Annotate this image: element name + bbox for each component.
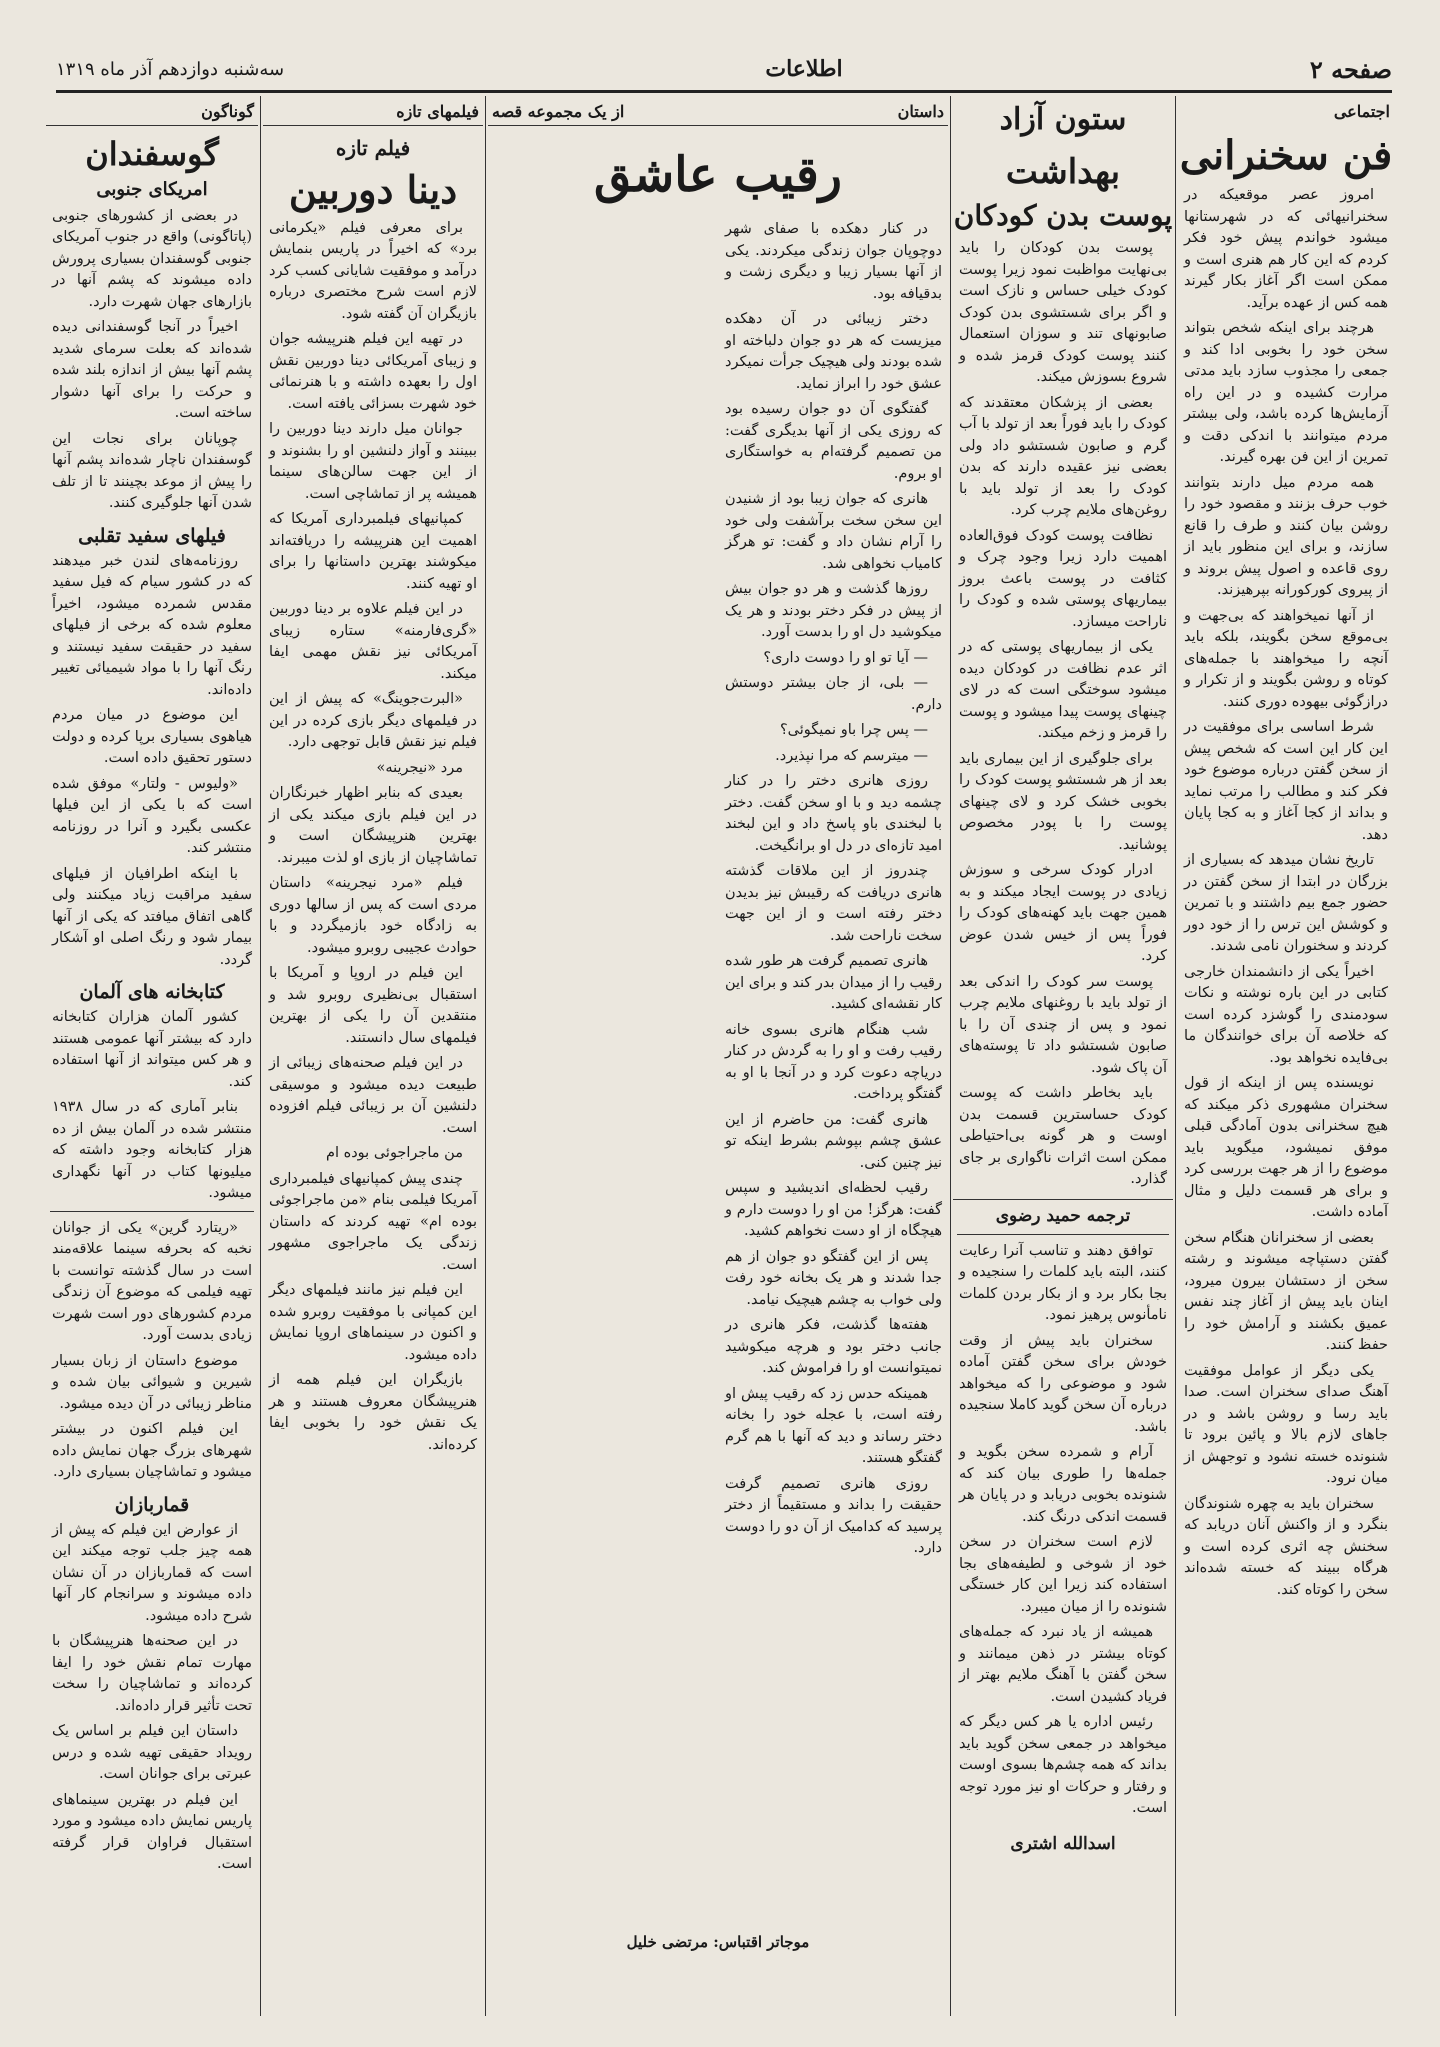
article-body [953,238,1173,1191]
paragraph: این فیلم در بهترین سینماهای پاریس نمایش داده میشود و مورد استقبال فراوان قرار گرفته است. [52,1791,252,1873]
article-headline: گوسفندان [85,135,219,173]
column-misc [46,100,258,2030]
paragraph: بعیدی که بنابر اظهار خبرنگاران در این فیلم بازی میکند یکی از بهترین هنرپیشگان است و تماشاچیان از بازی او لذت میبرند. [269,785,477,866]
paragraph: هرچند برای اینکه شخص بتواند سخن خود را بخوبی ادا کند و جمعی را مجذوب سازد باید مدتی مرارت کشیده و در این راه آزمایش‌ها کرده باشد، ولی بیشتر مردم میتوانند با اندکی دقت و تمرین از این فن بهره گیرند. [1184,320,1388,465]
paragraph: شرط اساسی برای موفقیت در این کار این است که شخص پیش از سخن گفتن درباره موضوع خود فکر کند و مطالب را مرتب نماید و بداند از کجا آغاز و به کجا پایان دهد. [1184,719,1388,843]
paragraph: برای معرفی فیلم «یکرمانی برد» که اخیراً در پاریس بنمایش درآمد و موفقیت شایانی کسب کرد لازم است شرح مختصری درباره بازیگران آن گفته شود. [269,219,477,322]
article-subheadline: امریکای جنوبی [96,178,208,200]
section-kicker: گوناگون [201,102,254,121]
article-body-film-news [46,1218,258,1484]
paragraph: پوست سر کودک را اندکی بعد از تولد باید با روغنهای ملایم چرب نمود و پس از چندی آن را با صابون شستشو داد تا پوسته‌های آن پاک شود. [959,973,1167,1076]
paragraph: کشور آلمان هزاران کتابخانه دارد که بیشتر آنها عمومی هستند و هر کس میتواند از آنها استفاده کند. [52,1009,252,1090]
paragraph: در بعضی از کشورهای جنوبی (پاتاگونی) واقع در جنوب آمریکای جنوبی گوسفندان بسیاری پرورش داده میشوند که پشم آنها در بازارهای جهان شهرت دارد. [52,207,252,310]
paragraph: بعضی از پزشکان معتقدند که کودک را باید فوراً بعد از تولد با آب گرم و صابون شستشو داد ولی بعضی نیز عقیده دارند که بدن کودک را بعد از تولد باید با روغن‌های ملایم چرب کرد. [959,394,1167,519]
paragraph: گفتگوی آن دو جوان رسیده بود که روزی یکی از آنها بدیگری گفت: من تصمیم گرفته‌ام به خواستگاری او بروم. [725,401,942,482]
paragraph: من ماجراجوئی بوده ام [326,1145,463,1162]
article-headline: دینا دوربین [288,167,458,212]
article-body-german-libraries [46,1007,258,1205]
paragraph: این فیلم در اروپا و آمریکا با استقبال بی‌نظیری روبرو شد و منتقدین آن را یکی از بهترین فیلمهای سال دانستند. [269,965,477,1046]
article-body-white-elephants [46,551,258,972]
paragraph: در تهیه این فیلم هنرپیشه جوان و زیبای آمریکائی دینا دوربین نقش اول را بعهده داشته و با هنرنمائی خود شهرت بسزائی یافته است. [269,331,477,412]
section-kicker: فیلمهای تازه [396,102,479,121]
paragraph: چوپانان برای نجات این گوسفندان ناچار شده‌اند پشم آنها را پیش از موعد بچینند تا از تلف شدن آنها جلوگیری کنند. [52,430,252,512]
paragraph: همینکه حدس زد که رقیب پیش او رفته است، با عجله خود را بخانه دختر رساند و دید که آنها با هم گرم گفتگو هستند. [725,1385,942,1467]
issue-date: سه‌شنبه دوازدهم آذر ماه ۱۳۱۹ [56,58,285,80]
column-kicker-row [46,100,258,126]
article-headline-small: فیلم تازه [335,136,411,160]
article-headline: فن سخنرانی [1179,132,1393,179]
paragraph: این فیلم اکنون در بیشتر شهرهای بزرگ جهان نمایش داده میشود و تماشاچیان بسیاری دارد. [52,1421,252,1481]
paragraph: روزی هانری تصمیم گرفت حقیقت را بداند و مستقیماً از دختر پرسید که کدامیک از آن دو را دوست دارد. [725,1475,942,1557]
column-speech-art [1178,100,1394,2030]
paragraph: امروز عصر موقعیکه در سخنرانیهائی که در شهرستانها میشود خواندم پیش خود فکر کردم که این کار هم هنری است و ممکن است اگر آغاز بکار گیرند همه کس از عهده برآید. [1184,187,1388,311]
paragraph: در این فیلم علاوه بر دینا دوربین «گری‌فارمنه» ستاره زیبای آمریکائی نیز نقش مهمی ایفا میکند. [269,601,477,682]
column-health [953,100,1173,2030]
paragraph: — بلی، از جان بیشتر دوستش دارم. [725,675,942,713]
paragraph: شب هنگام هانری بسوی خانه رقیب رفت و او را به گردش در کنار دریاچه دعوت کرد و در آنجا با او به گفتگو پرداخت. [725,1021,942,1103]
paragraph: — پس چرا باو نمیگوئی؟ [779,722,928,739]
article-body [263,218,483,1457]
paragraph: فیلم «مرد نیجرینه» داستان مردی است که پس از سالها دوری به زادگاه خود بازمیگردد و با حوادث عجیبی روبرو میشود. [269,875,477,956]
paragraph: بنابر آماری که در سال ۱۹۳۸ منتشر شده در آلمان بیش از ده هزار کتابخانه وجود داشته که میلیونها کتاب در آنها نگهداری میشود. [52,1099,252,1202]
paragraph: روزها گذشت و هر دو جوان بیش از پیش در فکر دختر بودند و هر یک میکوشید دل او را بدست آورد. [725,581,942,641]
paragraph: در این فیلم صحنه‌های زیبائی از طبیعت دیده میشود و موسیقی دلنشین آن بر زیبائی فیلم افزوده است. [269,1055,477,1136]
paragraph: هانری که جوان زیبا بود از شنیدن این سخن سخت برآشفت ولی خود را آرام نشان داد و گفت: تو هرگز کامیاب نخواهی شد. [725,491,942,572]
paragraph: داستان این فیلم بر اساس یک رویداد حقیقی تهیه شده و درس عبرتی برای جوانان است. [52,1723,252,1783]
paragraph: از آنها نمیخواهند که بی‌جهت و بی‌موقع سخن بگویند، بلکه باید آنچه را میخواهند با جمله‌های کوتاه و روشن بگویند و از تکرار و درازگوئی بیهوده دوری کنند. [1184,607,1388,710]
paragraph: بازیگران این فیلم همه از هنرپیشگان معروف هستند و هر یک نقش خود را بخوبی ایفا کرده‌اند. [269,1372,477,1453]
paragraph: در کنار دهکده با صفای شهر دوچوپان جوان زندگی میکردند. یکی از آنها بسیار زیبا و دیگری زشت و بدقیافه بود. [725,221,942,302]
column-kicker-row [263,100,483,126]
paragraph: — میترسم که مرا نپذیرد. [775,747,928,764]
paragraph: کمپانیهای فیلمبرداری آمریکا که اهمیت این هنرپیشه را دریافته‌اند میکوشند بهترین داستانها را برای او تهیه کنند. [269,511,477,592]
paragraph: ادرار کودک سرخی و سوزش زیادی در پوست ایجاد میکند و به همین جهت باید کهنه‌های کودک را فوراً پس از خیس شدن عوض کرد. [959,862,1167,965]
article-body [1178,185,1394,1601]
article-signature: اسدالله اشتری [1010,1833,1116,1854]
paragraph: روزنامه‌های لندن خبر میدهند که در کشور سیام که فیل سفید مقدس شمرده میشود، اخیراً معلوم شده که برخی از فیلهای سفید در حقیقت سفید نیستند و رنگ آنها را با مواد شیمیائی تغییر داده‌اند. [52,552,252,698]
article-byline: ترجمه حمید رضوی [953,1199,1173,1226]
paragraph: موضوع داستان از زبان بسیار شیرین و شیوائی بیان شده و مناظر زیبائی در آن دیده میشود. [52,1352,252,1412]
page-number: صفحه ۲ [1309,54,1392,84]
article-body-continued [953,1241,1173,1820]
column-story [488,100,948,2030]
column-kicker-row [1178,100,1394,125]
paragraph: سخنران باید پیش از وقت خودش برای سخن گفتن آماده شود و موضوعی را که میخواهد درباره آن سخن گوید کاملا سنجیده باشد. [959,1332,1167,1435]
section-kicker: اجتماعی [1333,102,1390,121]
column-kicker-row [953,100,1173,141]
section-title-white-elephants: فیلهای سفید تقلبی [78,524,226,547]
paragraph: آرام و شمرده سخن بگوید و جمله‌ها را طوری بیان کند که شنونده بخوبی دریابد و در پایان هر قسمت اندکی درنگ کند. [959,1444,1167,1525]
paragraph: اخیراً در آنجا گوسفندانی دیده شده‌اند که بعلت سرمای شدید پشم آنها بیش از اندازه بلند شده و حرکت را برای آنها دشوار ساخته است. [52,319,252,422]
section-kicker: داستان [897,102,944,121]
column-divider [1175,96,1176,2016]
paragraph: چندی پیش کمپانیهای فیلمبرداری آمریکا فیلمی بنام «من ماجراجوئی بوده ام» تهیه کردند که داستان زندگی یک ماجراجوی مشهور است. [269,1170,477,1273]
section-kicker-secondary: از یک مجموعه قصه [492,102,625,121]
paragraph: «ولیوس - ولتار» موفق شده است که با یکی از این فیلها عکسی بگیرد و آنرا در روزنامه منتشر کند. [52,775,252,857]
paragraph: رئیس اداره یا هر کس دیگر که میخواهد در جمعی سخن گوید باید بداند که همه چشم‌ها بسوی اوست و رفتار و حرکات او نیز مورد توجه است. [959,1714,1167,1817]
paragraph: با اینکه اطرافیان از فیلهای سفید مراقبت زیاد میکنند ولی گاهی اتفاق میافتد که یکی از آنها بیمار شود و رنگ اصلی او آشکار گردد. [52,865,252,968]
column-divider [260,96,261,2016]
paragraph: دختر زیبائی در آن دهکده میزیست که هر دو جوان دلباخته او شده بودند ولی هیچیک جرأت نمیکرد عشق خود را ابراز نماید. [725,311,942,392]
paragraph: از عوارض این فیلم که پیش از همه چیز جلب توجه میکند این است که قماربازان در آن نشان داده میشوند و سرانجام کار آنها شرح داده میشود. [52,1521,252,1624]
article-subheadline: پوست بدن کودکان [953,199,1173,233]
paragraph: «ریتارد گرین» یکی از جوانان نخبه که بحرفه سینما علاقه‌مند است در سال گذشته توانست با تهیه فیلمی که موضوع آن زندگی مردم کشورهای دور است شهرت زیادی بدست آورد. [52,1219,252,1344]
paragraph: این فیلم نیز مانند فیلمهای دیگر این کمپانی با موفقیت روبرو شده و اکنون در سینماهای اروپا نمایش داده میشود. [269,1282,477,1363]
paragraph: هانری گفت: من حاضرم از این عشق چشم بپوشم بشرط اینکه تو نیز چنین کنی. [725,1111,942,1171]
paragraph: هانری تصمیم گرفت هر طور شده رقیب را از میدان بدر کند و برای این کار نقشه‌ای کشید. [725,953,942,1013]
column-divider [950,96,951,2016]
paragraph: لازم است سخنران در سخن خود از شوخی و لطیفه‌های بجا استفاده کند زیرا این کار خستگی شنونده را از میان میبرد. [959,1534,1167,1615]
paragraph: — آیا تو او را دوست داری؟ [763,649,928,666]
paragraph: توافق دهند و تناسب آنرا رعایت کنند، البته باید کلمات را سنجیده و بجا بکار برد و از بکار بردن کلمات نامأنوس پرهیز نمود. [959,1242,1167,1324]
section-divider [957,1234,1169,1235]
paragraph: این موضوع در میان مردم هیاهوی بسیاری برپا کرده و دولت دستور تحقیق داده است. [52,707,252,767]
paragraph: رقیب لحظه‌ای اندیشید و سپس گفت: هرگز! من او را دوست دارم و هیچگاه از او دست نخواهم کشید. [725,1180,942,1240]
paragraph: نظافت پوست کودک فوق‌العاده اهمیت دارد زیرا وجود چرک و کثافت در پوست باعث بروز بیماریهای پوستی شده و کودک را ناراحت میسازد. [959,527,1167,630]
article-body [488,219,948,1919]
paragraph: یکی دیگر از عوامل موفقیت آهنگ صدای سخنران است. صدا باید رسا و روشن باشد و در جاهای لازم بالا و پائین برود تا شنونده خسته نشود و توجهش از میان نرود. [1184,1362,1388,1486]
page-header [56,48,1392,93]
paragraph: یکی از بیماریهای پوستی که در اثر عدم نظافت در کودکان دیده میشود سوختگی است که در لای چینهای پوست پیدا میشود و پوست را قرمز و زخم میکند. [959,639,1167,742]
paragraph: «البرت‌جوینگ» که پیش از این در فیلمهای دیگر بازی کرده در این فیلم نیز نقش قابل توجهی دارد. [269,691,477,751]
section-title-german-libraries: کتابخانه های آلمان [79,981,225,1004]
column-kicker-row [488,100,948,126]
paragraph: پس از این گفتگو دو جوان از هم جدا شدند و هر یک بخانه خود رفت ولی خواب به چشم هیچیک نیامد. [725,1248,942,1308]
paragraph: هفته‌ها گذشت، فکر هانری در جانب دختر بود و هرچه میکوشید نمیتوانست او را فراموش کند. [725,1317,942,1377]
column-divider [485,96,486,2016]
paragraph: همه مردم میل دارند بتوانند خوب حرف بزنند و مقصود خود را روشن بیان کنند و طرف را قانع سازند، و برای این منظور باید از روی قاعده و اصول پیش بروند و از پیروی کورکورانه بپرهیزند. [1184,474,1388,598]
article-body [46,206,258,515]
paragraph: پوست بدن کودکان را باید بی‌نهایت مواظبت نمود زیرا پوست کودک خیلی حساس و نازک است و اگر برای شستشوی بدن کودک صابونهای تند و سوزان استعمال کنند پوست کودک قرمز شده و شروع بسوزش میکند. [959,240,1167,386]
paragraph: جوانان میل دارند دینا دوربین را ببینند و آواز دلنشین او را بشنوند و از این جهت سالن‌های سینما همیشه پر از تماشاچی است. [269,421,477,502]
paragraph: اخیراً یکی از دانشمندان خارجی کتابی در این باره نوشته و نکات سودمندی را گوشزد کرده است که خلاصه آن برای خوانندگان ما بی‌فایده نخواهد بود. [1184,963,1388,1066]
section-divider [50,1211,254,1212]
paragraph: چندروز از این ملاقات گذشته هانری دریافت که رقیبش نیز بدیدن دختر رفته است و از این جهت سخت ناراحت شد. [725,863,942,944]
newspaper-name: اطلاعات [765,56,843,82]
section-title-gamblers: قماربازان [114,1493,190,1516]
paragraph: سخنران باید به چهره شنوندگان بنگرد و از واکنش آنان دریابد که سخنش چه اثری کرده است و هرگاه ببیند که خسته شده‌اند سخن را کوتاه کند. [1184,1495,1388,1598]
article-headline: رقیب عاشق [594,147,842,203]
paragraph: روزی هانری دختر را در کنار چشمه دید و با او سخن گفت. دختر با لبخندی باو پاسخ داد و این لبخند امید تازه‌ای در دل او برانگیخت. [725,773,942,854]
article-headline: بهداشت [1005,152,1121,192]
article-signature: موجاتر اقتباس: مرتضی خلیل [626,1933,810,1952]
paragraph: تاریخ نشان میدهد که بسیاری از بزرگان در ابتدا از سخن گفتن در حضور جمع بیم داشتند و با تمرین و کوشش این ترس را از خود دور کردند و سخنوران نامی شدند. [1184,852,1388,954]
paragraph: مرد «نیجرینه» [376,759,463,776]
paragraph: نویسنده پس از اینکه از قول سخنران مشهوری ذکر میکند که هیچ سخنرانی بدون آمادگی قبلی موفق نمیشود، میگوید باید موضوع را از هر جهت بررسی کرد و برای هر قسمت دلیل و مثال آماده داشت. [1184,1075,1388,1220]
column-films [263,100,483,2030]
article-body-gamblers [46,1520,258,1876]
paragraph: همیشه از یاد نبرد که جمله‌های کوتاه بیشتر در ذهن میمانند و سخن گفتن با آهنگ ملایم بهتر از فریاد کشیدن است. [959,1624,1167,1705]
paragraph: برای جلوگیری از این بیماری باید بعد از هر شستشو پوست کودک را بخوبی خشک کرد و لای چینهای پوست را با پودر مخصوص پوشانید. [959,750,1167,853]
paragraph: بعضی از سخنرانان هنگام سخن گفتن دستپاچه میشوند و رشته سخن از دستشان بیرون میرود، اینان باید پیش از آغاز چند نفس عمیق بکشند و آرامش خود را حفظ کنند. [1184,1229,1388,1353]
paragraph: باید بخاطر داشت که پوست کودک حساسترین قسمت بدن اوست و هر گونه بی‌احتیاطی ممکن است اثرات ناگواری بر جای گذارد. [959,1085,1167,1188]
paragraph: در این صحنه‌ها هنرپیشگان با مهارت تمام نقش خود را ایفا کرده‌اند و تماشاچیان را سخت تحت تأثیر قرار داده‌اند. [52,1633,252,1714]
section-kicker: ستون آزاد [999,102,1127,137]
